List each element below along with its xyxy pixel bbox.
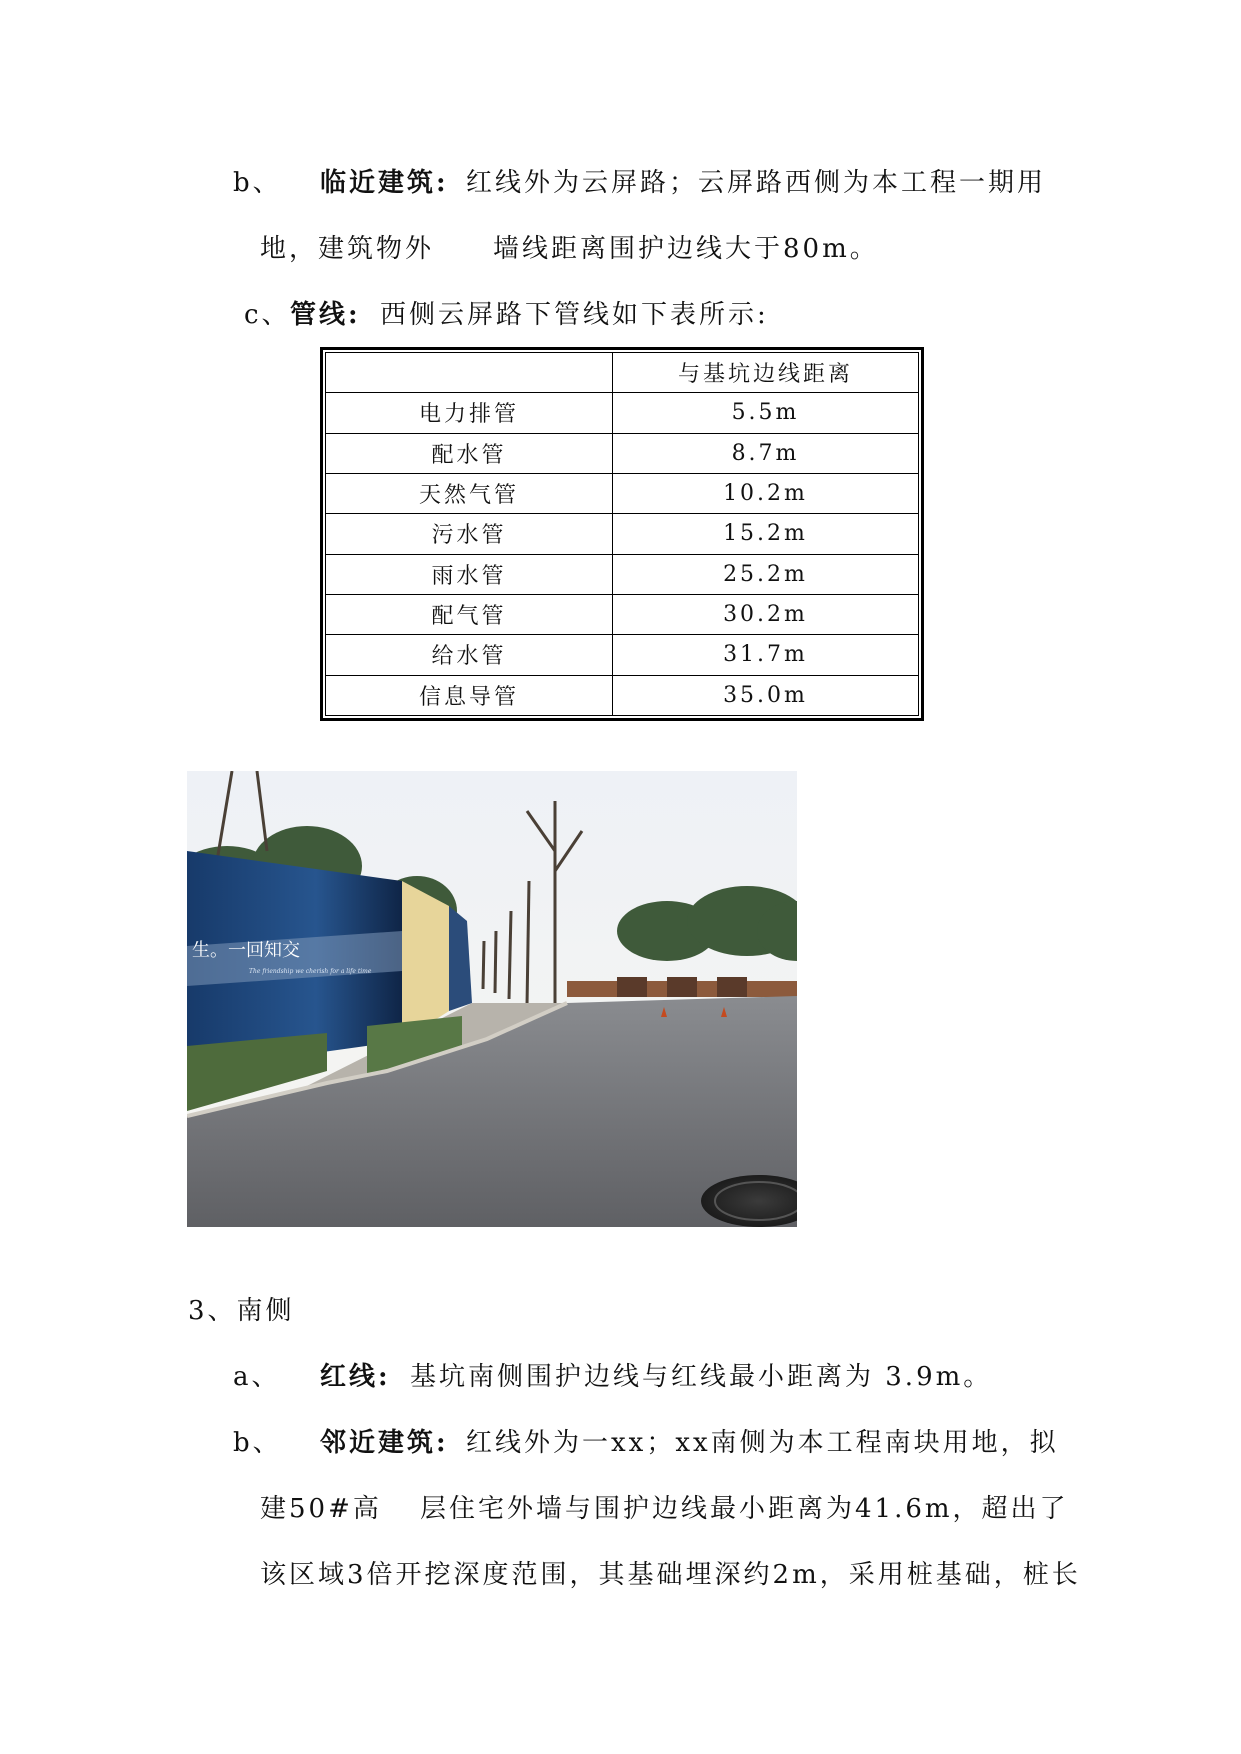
paragraph-line: 红线外为一xx；xx南侧为本工程南块用地，拟 <box>466 1428 1059 1458</box>
pipe-distance-cell: 8.7m <box>613 433 919 473</box>
table-row <box>326 473 919 513</box>
pipe-distance-cell: 15.2m <box>613 514 919 554</box>
table-row <box>326 594 919 634</box>
table-row <box>326 514 919 554</box>
table-row <box>326 393 919 433</box>
pipe-name-cell: 天然气管 <box>326 473 613 513</box>
pipe-name-cell: 配水管 <box>326 433 613 473</box>
pipe-distance-cell: 10.2m <box>613 473 919 513</box>
site-photo <box>187 771 797 1227</box>
pipe-name-cell: 电力排管 <box>326 393 613 433</box>
paragraph-line: 层住宅外墙与围护边线最小距离为41.6m，超出了 <box>420 1494 1069 1524</box>
pipe-name-cell: 给水管 <box>326 635 613 675</box>
pipe-name-cell: 污水管 <box>326 514 613 554</box>
table-row <box>326 675 919 715</box>
pipe-distance-cell: 25.2m <box>613 554 919 594</box>
billboard-text: 生。一回知交 <box>192 940 300 961</box>
paragraph-line: 西侧云屏路下管线如下表所示: <box>380 300 769 330</box>
pipe-distance-cell: 31.7m <box>613 635 919 675</box>
paragraph-line: 地，建筑物外 <box>260 234 435 264</box>
pipe-name-cell: 配气管 <box>326 594 613 634</box>
table-header-row <box>326 353 919 393</box>
table-header-cell: 与基坑边线距离 <box>613 353 919 393</box>
table-row <box>326 433 919 473</box>
table-row <box>326 635 919 675</box>
paragraph-line: 红线外为云屏路；云屏路西侧为本工程一期用 <box>466 168 1047 198</box>
item-marker-b: b、 <box>233 1428 282 1458</box>
heading-pipelines: 管线: <box>290 300 361 330</box>
heading-adjacent-buildings: 邻近建筑: <box>320 1428 449 1458</box>
billboard-subtext: The friendship we cherish for a life time <box>249 968 372 975</box>
item-marker-c: c、 <box>244 300 291 330</box>
paragraph-line: 基坑南侧围护边线与红线最小距离为 3.9m。 <box>410 1362 993 1392</box>
pipe-distance-cell: 35.0m <box>613 675 919 715</box>
paragraph-line: 该区域3倍开挖深度范围，其基础埋深约2m，采用桩基础，桩长 <box>260 1560 1081 1590</box>
paragraph-line: 建50#高 <box>260 1494 382 1524</box>
pipe-name-cell: 信息导管 <box>326 675 613 715</box>
paragraph-line: 墙线距离围护边线大于80m。 <box>493 234 879 264</box>
pipe-distance-cell: 30.2m <box>613 594 919 634</box>
item-marker-a: a、 <box>233 1362 281 1392</box>
pipe-name-cell: 雨水管 <box>326 554 613 594</box>
item-marker-b: b、 <box>233 168 282 198</box>
heading-adjacent-buildings: 临近建筑: <box>320 168 449 198</box>
pipe-distance-table <box>320 347 924 721</box>
heading-red-line: 红线: <box>320 1362 391 1392</box>
pipe-distance-cell: 5.5m <box>613 393 919 433</box>
table-header-cell <box>326 353 613 393</box>
section-title-south: 3、南侧 <box>188 1296 295 1326</box>
table-row <box>326 554 919 594</box>
